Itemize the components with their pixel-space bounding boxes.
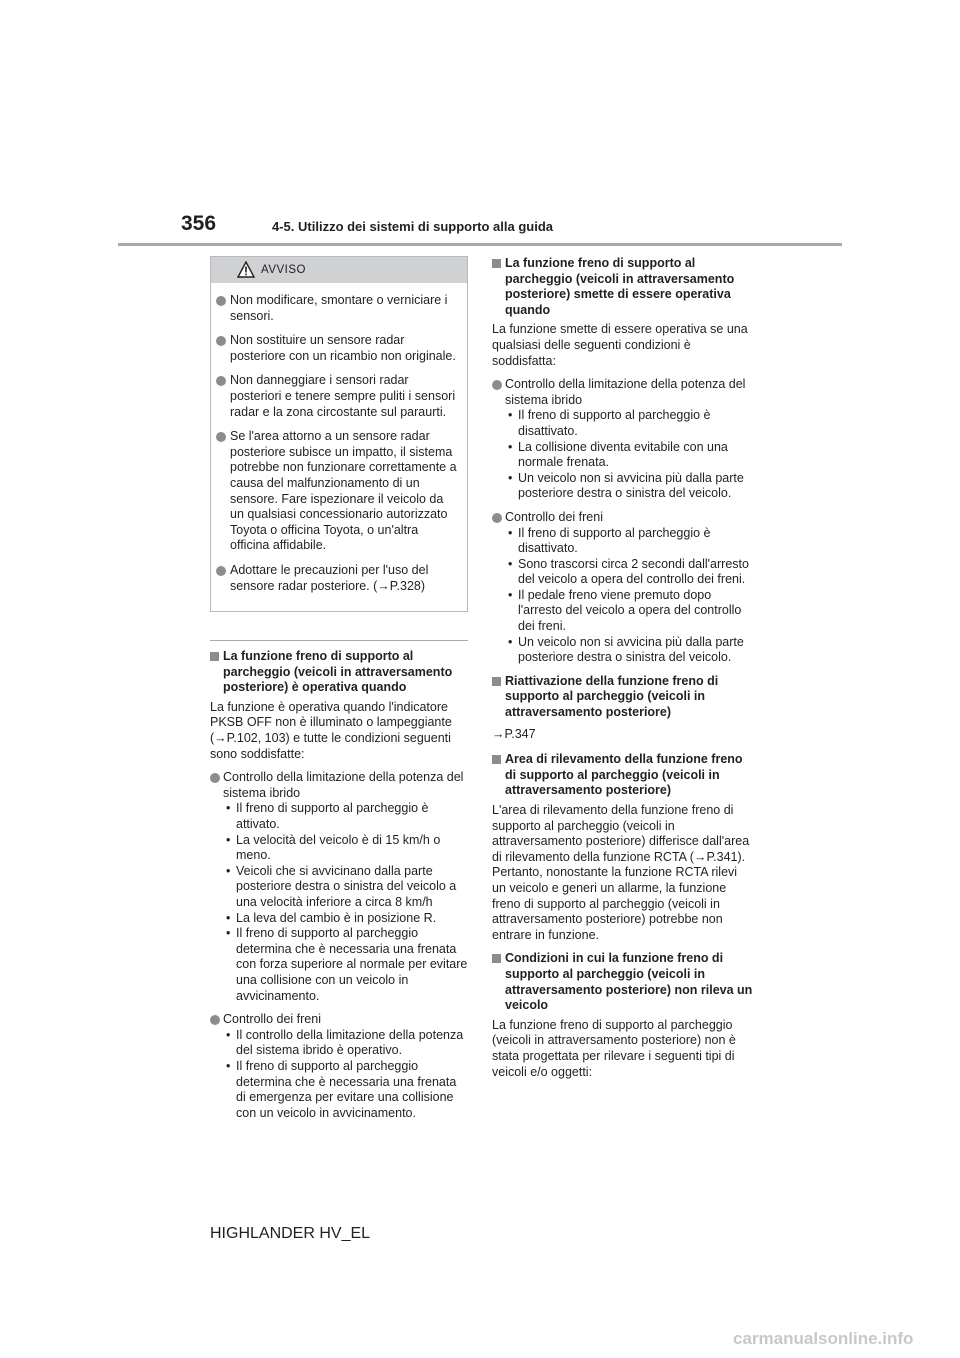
paragraph: La funzione smette di essere operativa se una qualsiasi delle seguenti condizioni è soddisfatta: bbox=[492, 322, 748, 368]
list-item-text: La leva del cambio è in posizione R. bbox=[236, 910, 437, 925]
bullet-dot-icon bbox=[492, 513, 502, 523]
warning-text: Non danneggiare i sensori radar posteriori e tenere sempre puliti i sensori radar e la zona circostante sul paraurti. bbox=[230, 373, 456, 419]
group-title: Controllo della limitazione della potenza del sistema ibrido bbox=[505, 377, 746, 407]
heading-text: La funzione freno di supporto al parcheggio (veicoli in attraversamento posteriore) è operativa quando bbox=[223, 649, 453, 695]
right-column bbox=[492, 256, 754, 1088]
list-item-text: La collisione diventa evitabile con una normale frenata. bbox=[518, 439, 728, 470]
paragraph: La funzione freno di supporto al parcheggio (veicoli in attraversamento posteriore) non è stata progettata per rilevare i seguenti tipi di veicoli e/o oggetti: bbox=[492, 1017, 736, 1079]
bullet-dot-icon bbox=[216, 376, 226, 386]
heading-text: La funzione freno di supporto al parcheggio (veicoli in attraversamento posteriore) smette di essere operativa quando bbox=[505, 256, 735, 317]
square-bullet-icon bbox=[492, 954, 501, 963]
heading-text: Condizioni in cui la funzione freno di supporto al parcheggio (veicoli in attraversamento posteriore) non rileva un veicolo bbox=[505, 951, 753, 1013]
group-title: Controllo della limitazione della potenza del sistema ibrido bbox=[223, 770, 464, 800]
bullet-dot-icon bbox=[492, 380, 502, 390]
list-item: • Il freno di supporto al parcheggio è attivato. bbox=[226, 801, 429, 832]
bullet-dot-icon bbox=[210, 1015, 220, 1025]
warning-triangle-icon bbox=[237, 261, 255, 278]
square-bullet-icon bbox=[210, 652, 219, 661]
section-heading bbox=[492, 674, 754, 721]
square-bullet-icon bbox=[492, 677, 501, 686]
warning-header bbox=[211, 257, 467, 283]
list-item-text: Un veicolo non si avvicina più dalla parte posteriore destra o sinistra del veicolo. bbox=[518, 634, 744, 665]
page-number: 356 bbox=[181, 212, 217, 235]
list-item: • La velocità del veicolo è di 15 km/h o meno. bbox=[226, 832, 441, 863]
list-item-text: Un veicolo non si avvicina più dalla parte posteriore destra o sinistra del veicolo. bbox=[518, 470, 744, 501]
list-item: • Il freno di supporto al parcheggio determina che è necessaria una frenata di emergenza per evitare una collisione con un veicolo in avvicinamento. bbox=[226, 1058, 457, 1120]
condition-group bbox=[492, 377, 754, 502]
warning-text: Se l'area attorno a un sensore radar posteriore subisce un impatto, il sistema potrebbe non funzionare correttamente a causa del malfunzionamento di un sensore. Fare ispezionare il veicolo da un qualsiasi concessionario autorizzato Toyota o officina Toyota, o un'altra officina affidabile. bbox=[230, 429, 457, 553]
section-heading bbox=[492, 752, 754, 799]
condition-group bbox=[210, 1012, 468, 1121]
heading-text: Riattivazione della funzione freno di supporto al parcheggio (veicoli in attraversamento posteriore) bbox=[505, 673, 719, 720]
list-item: • Il controllo della limitazione della potenza del sistema ibrido è operativo. bbox=[226, 1027, 464, 1058]
list-item: • Sono trascorsi circa 2 secondi dall'arresto del veicolo a opera del controllo dei freni. bbox=[508, 556, 749, 587]
warning-item bbox=[211, 293, 467, 324]
condition-group bbox=[210, 770, 468, 1004]
paragraph: La funzione è operativa quando l'indicatore PKSB OFF non è illuminato o lampeggiante (→P.102, 103) e tutte le condizioni seguenti sono soddisfatte: bbox=[210, 699, 452, 761]
heading-text: Area di rilevamento della funzione freno di supporto al parcheggio (veicoli in attraversamento posteriore) bbox=[505, 752, 743, 798]
list-item-text: Il controllo della limitazione della potenza del sistema ibrido è operativo. bbox=[236, 1027, 464, 1058]
list-item-text: Il freno di supporto al parcheggio è disattivato. bbox=[518, 408, 711, 438]
list-item-text: Il pedale freno viene premuto dopo l'arresto del veicolo a opera del controllo dei freni. bbox=[518, 587, 742, 634]
list-item: • Veicoli che si avvicinano dalla parte posteriore destra o sinistra del veicolo a una velocità inferiore a circa 8 km/h bbox=[226, 863, 457, 909]
bullet-dot-icon bbox=[216, 566, 226, 576]
list-item: • Un veicolo non si avvicina più dalla parte posteriore destra o sinistra del veicolo. bbox=[508, 470, 744, 501]
bullet-dot-icon bbox=[216, 432, 226, 442]
warning-text: Adottare le precauzioni per l'uso del sensore radar posteriore. (→P.328) bbox=[230, 562, 429, 593]
section-divider bbox=[210, 640, 468, 641]
group-title: Controllo dei freni bbox=[223, 1012, 321, 1027]
bullet-dot-icon bbox=[216, 296, 226, 306]
warning-item bbox=[211, 429, 467, 554]
bullet-dot-icon bbox=[216, 336, 226, 346]
section-heading bbox=[492, 256, 754, 318]
list-item: • Un veicolo non si avvicina più dalla parte posteriore destra o sinistra del veicolo. bbox=[508, 634, 744, 665]
list-item-text: Il freno di supporto al parcheggio è attivato. bbox=[236, 801, 429, 832]
warning-text: Non sostituire un sensore radar posteriore con un ricambio non originale. bbox=[230, 333, 456, 363]
list-item: • La leva del cambio è in posizione R. bbox=[226, 910, 437, 925]
list-item: • Il freno di supporto al parcheggio è disattivato. bbox=[508, 408, 711, 438]
group-title: Controllo dei freni bbox=[505, 509, 603, 524]
list-item-text: Veicoli che si avvicinano dalla parte posteriore destra o sinistra del veicolo a una velocità inferiore a circa 8 km/h bbox=[236, 863, 457, 909]
page-reference-link[interactable]: →P.347 bbox=[492, 726, 536, 741]
square-bullet-icon bbox=[492, 755, 501, 764]
header-rule bbox=[118, 243, 842, 246]
section-heading bbox=[210, 649, 468, 696]
warning-item bbox=[211, 333, 467, 364]
list-item-text: La velocità del veicolo è di 15 km/h o meno. bbox=[236, 832, 441, 863]
list-item: • Il freno di supporto al parcheggio è disattivato. bbox=[508, 525, 711, 556]
section-heading bbox=[492, 951, 754, 1013]
square-bullet-icon bbox=[492, 259, 501, 268]
condition-group bbox=[492, 510, 754, 666]
warning-title: AVVISO bbox=[261, 264, 306, 276]
list-item: • Il pedale freno viene premuto dopo l'arresto del veicolo a opera del controllo dei freni. bbox=[508, 587, 742, 634]
list-item-text: Il freno di supporto al parcheggio determina che è necessaria una frenata con forza superiore al normale per evitare una collisione con un veicolo in avvicinamento. bbox=[236, 926, 468, 1003]
section-title: 4-5. Utilizzo dei sistemi di supporto alla guida bbox=[272, 219, 553, 234]
footer-model-name: HIGHLANDER HV_EL bbox=[210, 1225, 371, 1242]
bullet-dot-icon bbox=[210, 773, 220, 783]
warning-item bbox=[211, 563, 467, 594]
list-item-text: Il freno di supporto al parcheggio è disattivato. bbox=[518, 525, 711, 556]
warning-text: Non modificare, smontare o verniciare i sensori. bbox=[230, 293, 448, 323]
list-item-text: Sono trascorsi circa 2 secondi dall'arresto del veicolo a opera del controllo dei freni. bbox=[518, 556, 749, 587]
warning-box bbox=[210, 256, 468, 612]
list-item-text: Il freno di supporto al parcheggio determina che è necessaria una frenata di emergenza per evitare una collisione con un veicolo in avvicinamento. bbox=[236, 1058, 457, 1120]
paragraph: L'area di rilevamento della funzione freno di supporto al parcheggio (veicoli in attraversamento posteriore) differisce dall'area di rilevamento della funzione RCTA (→P.341). Pertanto, nonostante la funzione RCTA rilevi un veicolo e generi un allarme, la funzione freno di supporto al parcheggio (veicoli in attraversamento posteriore) potrebbe non entrare in funzione. bbox=[492, 803, 750, 942]
list-item: • La collisione diventa evitabile con una normale frenata. bbox=[508, 439, 728, 470]
watermark: carmanualsonline.info bbox=[733, 1329, 914, 1348]
left-column bbox=[210, 256, 468, 1129]
list-item: • Il freno di supporto al parcheggio determina che è necessaria una frenata con forza superiore al normale per evitare una collisione con un veicolo in avvicinamento. bbox=[226, 926, 468, 1003]
warning-item bbox=[211, 373, 467, 420]
